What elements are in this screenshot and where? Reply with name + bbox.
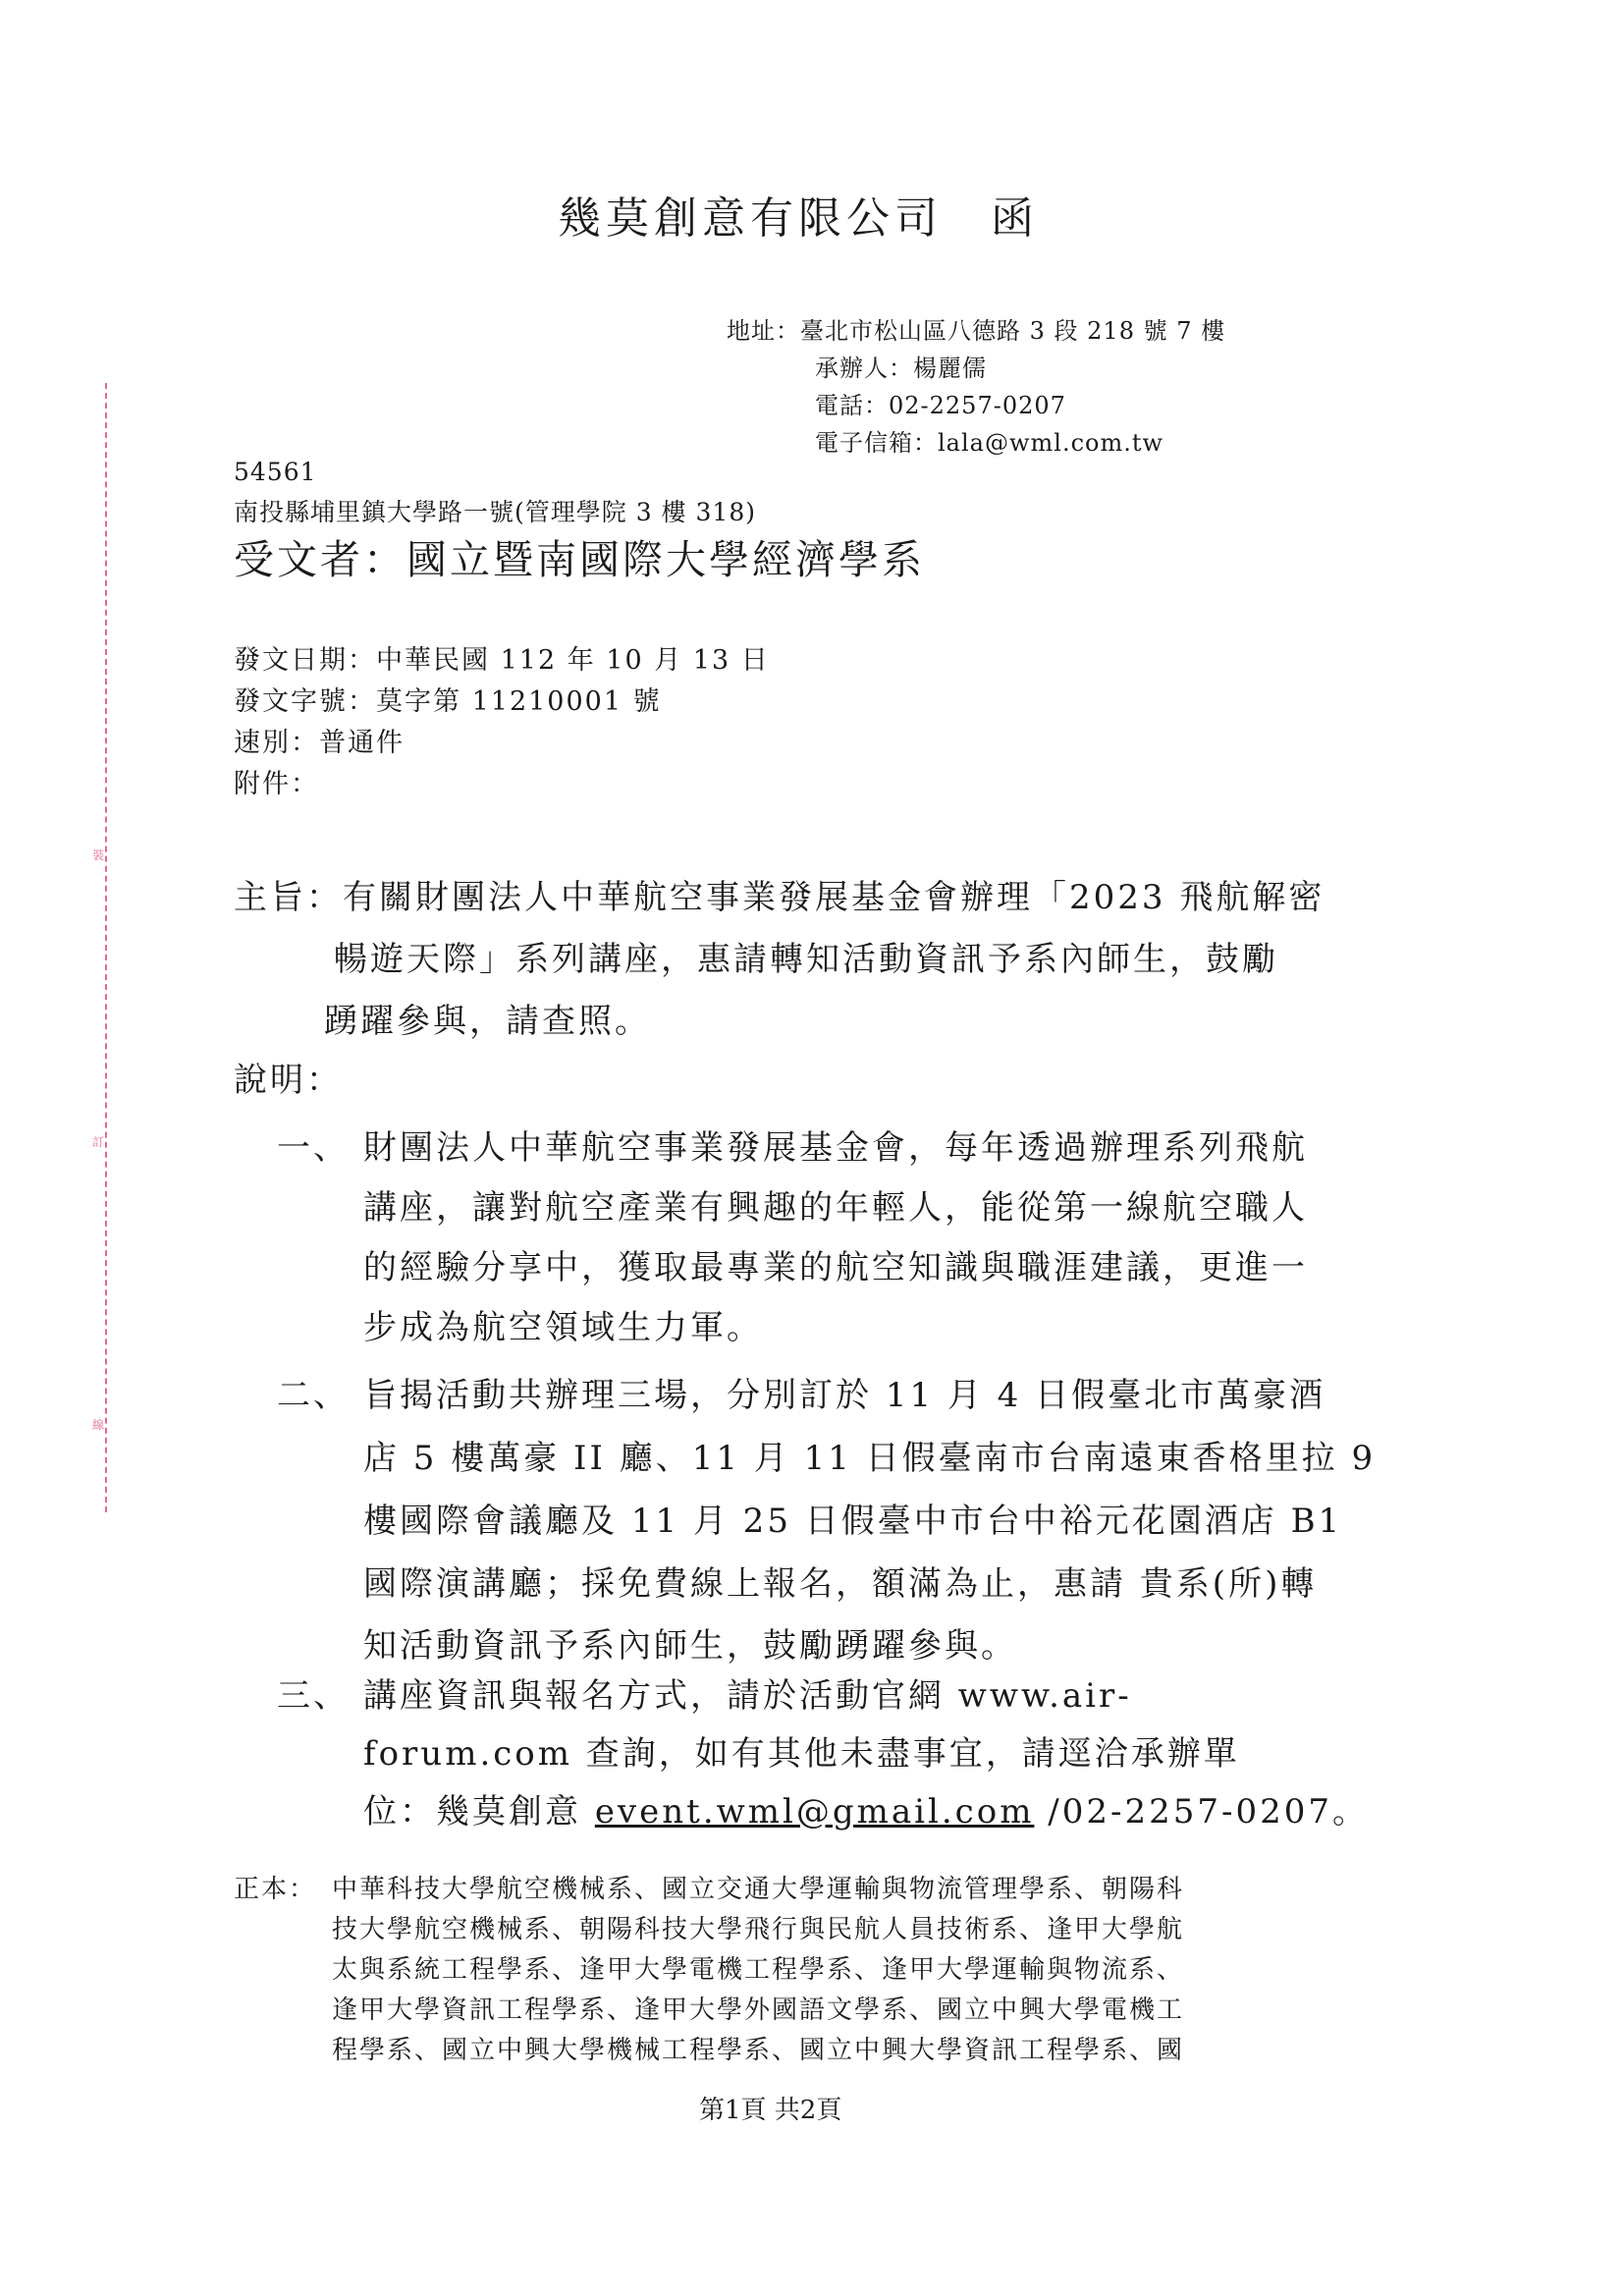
copies-line-1: 中華科技大學航空機械系、國立交通大學運輸與物流管理學系、朝陽科 — [332, 1875, 1185, 1904]
sender-email: 電子信箱：lala@wml.com.tw — [815, 429, 1164, 457]
copies-line-4: 逢甲大學資訊工程學系、逢甲大學外國語文學系、國立中興大學電機工 — [332, 1995, 1185, 2025]
page-number: 第1頁 共2頁 — [699, 2096, 842, 2125]
binding-mark-3: 線 — [92, 1418, 105, 1432]
item-3-line-3-prefix: 位：幾莫創意 — [363, 1792, 595, 1831]
binding-mark-2: 訂 — [92, 1135, 105, 1149]
recipient-address: 南投縣埔里鎮大學路一號(管理學院 3 樓 318) — [234, 498, 756, 526]
item-1-line-4: 步成為航空領域生力軍。 — [363, 1308, 763, 1347]
item-3-line-3-suffix: /02-2257-0207。 — [1034, 1792, 1369, 1831]
subject-line-3: 踴躍參與，請查照。 — [324, 1002, 651, 1041]
item-2-line-5: 知活動資訊予系內師生，鼓勵踴躍參與。 — [363, 1626, 1017, 1666]
item-1-line-3: 的經驗分享中，獲取最專業的航空知識與職涯建議，更進一 — [363, 1248, 1308, 1287]
document-number: 發文字號：莫字第 11210001 號 — [234, 686, 662, 717]
sender-phone: 電話：02-2257-0207 — [815, 392, 1066, 419]
item-2-line-3: 樓國際會議廳及 11 月 25 日假臺中市台中裕元花園酒店 B1 — [363, 1502, 1343, 1541]
sender-address: 地址：臺北市松山區八德路 3 段 218 號 7 樓 — [727, 317, 1226, 345]
item-3-number: 三、 — [277, 1676, 350, 1716]
copies-line-2: 技大學航空機械系、朝陽科技大學飛行與民航人員技術系、逢甲大學航 — [332, 1915, 1185, 1944]
issue-date: 發文日期：中華民國 112 年 10 月 13 日 — [234, 645, 770, 676]
subject-line-2: 暢遊天際」系列講座，惠請轉知活動資訊予系內師生，鼓勵 — [334, 940, 1278, 979]
recipient-name: 受文者：國立暨南國際大學經濟學系 — [234, 536, 925, 583]
item-2-number: 二、 — [277, 1376, 350, 1415]
copies-label: 正本： — [234, 1875, 317, 1904]
contact-email-link[interactable]: event.wml@gmail.com — [594, 1792, 1035, 1831]
document-title: 幾莫創意有限公司 函 — [558, 193, 1039, 244]
subject-line-1: 主旨：有關財團法人中華航空事業發展基金會辦理「2023 飛航解密 — [234, 878, 1325, 917]
item-1-number: 一、 — [277, 1128, 350, 1168]
item-3-line-2: forum.com 查詢，如有其他未盡事宜，請逕洽承辦單 — [363, 1734, 1240, 1774]
item-2-line-2: 店 5 樓萬豪 II 廳、11 月 11 日假臺南市台南遠東香格里拉 9 — [363, 1439, 1377, 1478]
binding-line — [105, 383, 107, 1512]
attachment: 附件： — [234, 769, 319, 799]
copies-line-5: 程學系、國立中興大學機械工程學系、國立中興大學資訊工程學系、國 — [332, 2036, 1185, 2065]
explanation-label: 說明： — [234, 1061, 343, 1100]
item-3-line-3 — [363, 1784, 1369, 1832]
item-2-line-4: 國際演講廳；採免費線上報名，額滿為止，惠請 貴系(所)轉 — [363, 1564, 1318, 1604]
item-1-line-1: 財團法人中華航空事業發展基金會，每年透過辦理系列飛航 — [363, 1128, 1308, 1168]
item-3-line-1: 講座資訊與報名方式，請於活動官網 www.air- — [363, 1676, 1132, 1716]
postal-code: 54561 — [234, 458, 317, 486]
priority: 速別：普通件 — [234, 728, 405, 758]
copies-line-3: 太與系統工程學系、逢甲大學電機工程學系、逢甲大學運輸與物流系、 — [332, 1955, 1185, 1985]
item-1-line-2: 講座，讓對航空產業有興趣的年輕人，能從第一線航空職人 — [363, 1188, 1308, 1228]
binding-mark-1: 裝 — [92, 848, 105, 862]
item-2-line-1: 旨揭活動共辦理三場，分別訂於 11 月 4 日假臺北市萬豪酒 — [363, 1376, 1326, 1415]
sender-contact: 承辦人：楊麗儒 — [815, 355, 987, 382]
